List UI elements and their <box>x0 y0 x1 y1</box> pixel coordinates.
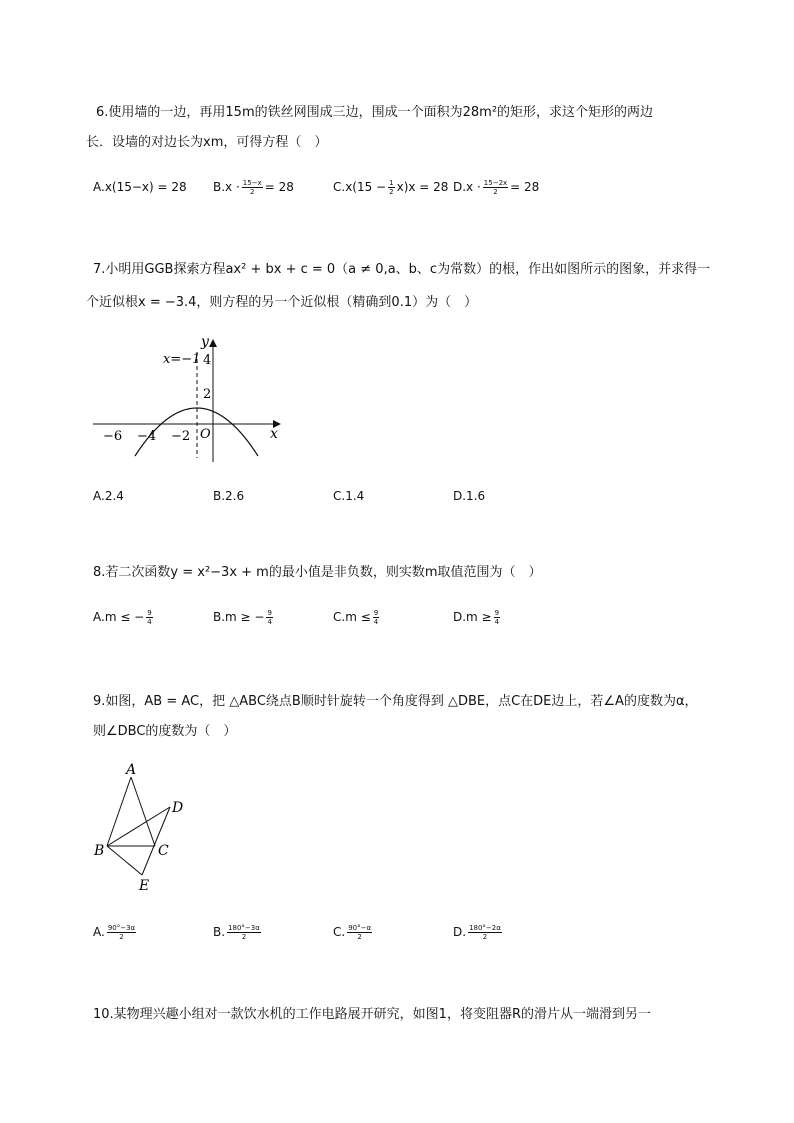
q9-option-d-prefix: D. <box>453 925 467 939</box>
q6-option-d-suffix: = 28 <box>510 180 540 194</box>
q7-option-c: C.1.4 <box>333 489 365 503</box>
fraction-numerator: 9 <box>373 609 379 617</box>
fraction-denominator: 2 <box>482 933 488 941</box>
fraction-denominator: 2 <box>250 188 255 196</box>
q6-option-c-prefix: C.x(15 − <box>333 180 387 194</box>
q9-triangle-figure <box>88 758 198 898</box>
fraction-numerator: 15−2x <box>483 179 508 187</box>
fraction-denominator: 4 <box>494 618 500 626</box>
q9-option-a-fraction <box>107 924 136 941</box>
fraction-denominator: 2 <box>389 188 394 196</box>
q6-option-c-fraction <box>388 179 394 196</box>
q8-option-b-fraction <box>266 609 272 626</box>
q8-option-c-prefix: C.m ≤ <box>333 610 371 624</box>
q6-option-b-suffix: = 28 <box>264 180 294 194</box>
fraction-denominator: 2 <box>357 933 362 941</box>
q8-option-c-fraction <box>373 609 379 626</box>
q6-line2: 长．设墙的对边长为xm，可得方程（ ） <box>86 135 328 150</box>
x-tick-minus-6: −6 <box>103 429 123 444</box>
q9-option-d-fraction <box>468 924 502 941</box>
q7-option-b: B.2.6 <box>213 489 245 503</box>
fraction-numerator: 9 <box>267 609 272 617</box>
q8-option-c <box>333 608 381 626</box>
q8-option-a-prefix: A.m ≤ − <box>93 610 145 624</box>
q6-option-d-fraction <box>483 179 508 196</box>
q7-option-a: A.2.4 <box>93 489 124 503</box>
q6-option-d <box>453 178 539 196</box>
q9-option-d <box>453 923 504 941</box>
q9-option-c-prefix: C. <box>333 925 346 939</box>
fraction-numerator: 9 <box>147 609 152 617</box>
q9-option-b <box>213 923 263 941</box>
segment-ab <box>107 777 131 846</box>
q7-line2: 个近似根x = −3.4，则方程的另一个近似根（精确到0.1）为（ ） <box>86 295 478 310</box>
vertex-a-label: A <box>126 762 137 778</box>
q6-option-c-suffix: x)x = 28 <box>396 180 449 194</box>
segment-de <box>142 807 170 875</box>
q6-option-d-prefix: D.x · <box>453 180 481 194</box>
q6-option-b-prefix: B.x · <box>213 180 240 194</box>
q8-option-b-prefix: B.m ≥ − <box>213 610 265 624</box>
q9-option-b-prefix: B. <box>213 925 226 939</box>
q9-line1: 9.如图，AB = AC，把 △ABC绕点B顺时针旋转一个角度得到 △DBE，点C在DE边上，若∠A的度数为α， <box>93 694 698 709</box>
q8-option-a-fraction <box>146 609 152 626</box>
q8-option-d-prefix: D.m ≥ <box>453 610 492 624</box>
q9-option-c-fraction <box>347 924 372 941</box>
fraction-denominator: 4 <box>267 618 272 626</box>
q10-line1: 10.某物理兴趣小组对一款饮水机的工作电路展开研究，如图1，将变阻器R的滑片从一端滑到另一 <box>93 1007 651 1022</box>
fraction-numerator: 90°−α <box>348 924 372 932</box>
q9-option-a <box>93 923 138 941</box>
q7-parabola-graph <box>88 335 288 465</box>
segment-be <box>107 846 142 875</box>
segment-ac <box>131 777 155 846</box>
fraction-numerator: 180°−2α <box>469 924 501 932</box>
q6-option-b <box>213 178 294 196</box>
q8-option-d <box>453 608 502 626</box>
q6-line1: 6.使用墙的一边，再用15m的铁丝网围成三边，围成一个面积为28m²的矩形，求这个矩形的两边 <box>96 105 654 120</box>
q7-option-d: D.1.6 <box>453 489 486 503</box>
q6-option-a: A.x(15−x) = 28 <box>93 180 187 194</box>
vertex-d-label: D <box>172 800 184 816</box>
q6-option-c <box>333 178 448 196</box>
fraction-denominator: 2 <box>493 188 498 196</box>
q9-option-c <box>333 923 374 941</box>
fraction-denominator: 2 <box>119 933 124 941</box>
q8-line1: 8.若二次函数y = x²−3x + m的最小值是非负数，则实数m取值范围为（ ） <box>93 565 542 580</box>
x-tick-minus-2: −2 <box>171 429 191 444</box>
vertex-b-label: B <box>94 843 105 859</box>
y-tick-2: 2 <box>203 387 212 402</box>
fraction-denominator: 4 <box>147 618 152 626</box>
x-tick-minus-4: −4 <box>137 429 157 444</box>
q8-option-b <box>213 608 275 626</box>
q7-line1: 7.小明用GGB探索方程ax² + bx + c = 0（a ≠ 0,a、b、c为常数）的根，作出如图所示的图象，并求得一 <box>93 262 711 277</box>
fraction-numerator: 15−x <box>242 179 262 187</box>
fraction-denominator: 4 <box>373 618 379 626</box>
fraction-numerator: 1 <box>389 179 394 187</box>
fraction-numerator: 90°−3α <box>107 924 136 932</box>
fraction-numerator: 180°−3α <box>228 924 260 932</box>
segment-bd <box>107 807 170 846</box>
q9-option-b-fraction <box>227 924 261 941</box>
y-tick-4: 4 <box>203 353 212 368</box>
fraction-numerator: 9 <box>494 609 500 617</box>
x-axis-label: x <box>270 426 278 442</box>
vertex-e-label: E <box>139 878 150 894</box>
origin-label: O <box>200 427 211 442</box>
q8-option-a <box>93 608 155 626</box>
fraction-denominator: 2 <box>241 933 247 941</box>
vertex-c-label: C <box>158 843 169 859</box>
q6-option-b-fraction <box>242 179 263 196</box>
dashed-line-label: x=−1 <box>163 352 201 367</box>
q8-option-d-fraction <box>494 609 500 626</box>
q9-line2: 则∠DBC的度数为（ ） <box>93 724 237 739</box>
q9-option-a-prefix: A. <box>93 925 105 939</box>
y-axis-label: y <box>201 335 209 350</box>
